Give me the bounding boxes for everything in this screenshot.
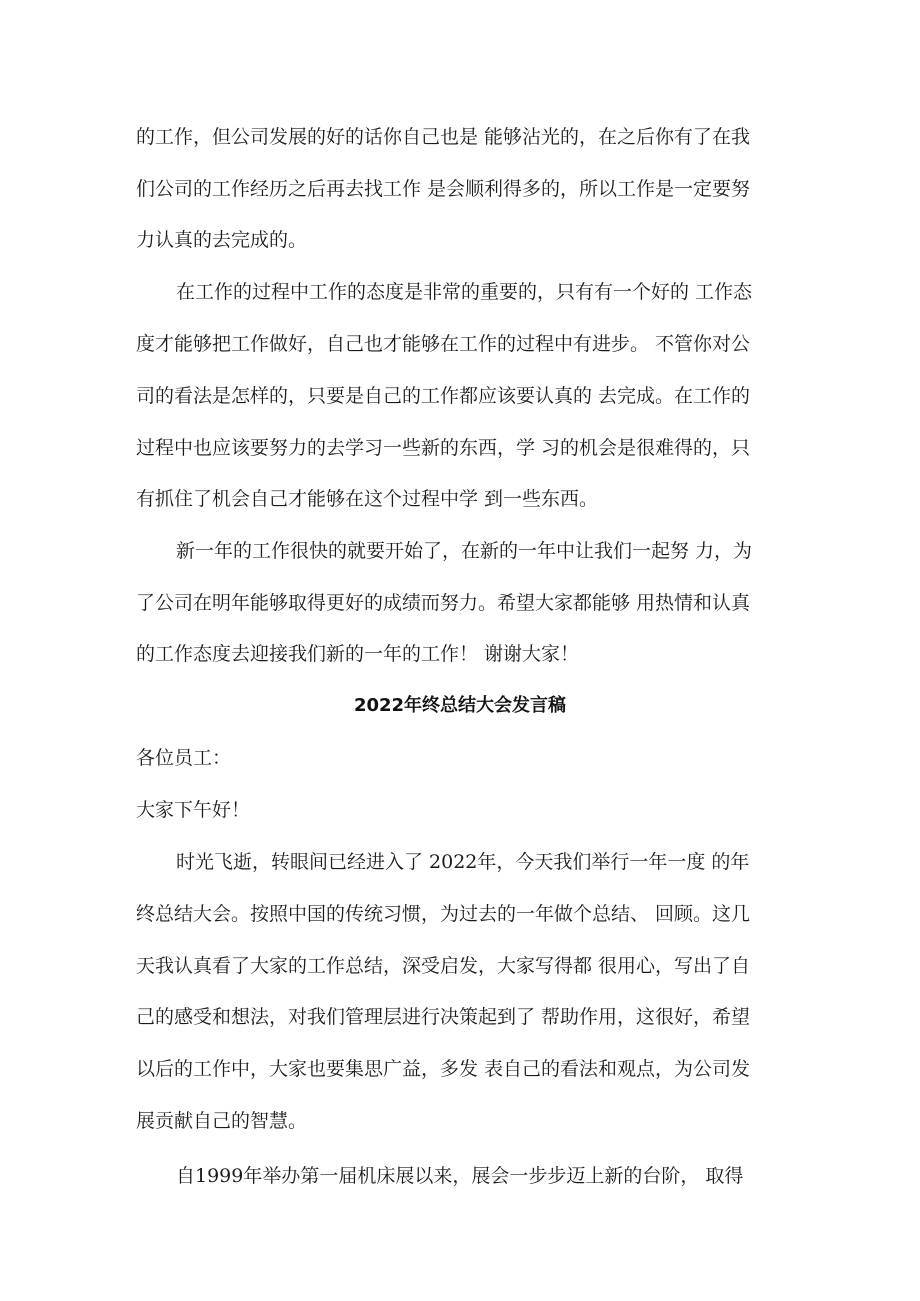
paragraph-line: 们公司的工作经历之后再去找工作 是会顺利得多的，所以工作是一定要努 xyxy=(136,178,751,200)
paragraph-line: 的工作，但公司发展的好的话你自己也是 能够沾光的，在之后你有了在我 xyxy=(136,126,751,148)
paragraph-line: 时光飞逝，转眼间已经进入了 2022年，今天我们举行一年一度 的年 xyxy=(176,851,750,873)
paragraph-line: 新一年的工作很快的就要开始了，在新的一年中让我们一起努 力，为 xyxy=(176,540,753,562)
paragraph-line: 展贡献自己的智慧。 xyxy=(136,1110,308,1132)
paragraph-line: 的工作态度去迎接我们新的一年的工作！ 谢谢大家！ xyxy=(136,643,580,665)
paragraph-line: 力认真的去完成的。 xyxy=(136,229,308,251)
paragraph-line: 在工作的过程中工作的态度是非常的重要的，只有有一个好的 工作态 xyxy=(176,281,753,303)
paragraph-line: 自1999年举办第一届机床展以来，展会一步步迈上新的台阶， 取得 xyxy=(176,1165,744,1187)
greeting: 大家下午好！ xyxy=(136,799,251,821)
paragraph-line: 了公司在明年能够取得更好的成绩而努力。希望大家都能够 用热情和认真 xyxy=(136,592,751,614)
paragraph-line: 天我认真看了大家的工作总结，深受启发，大家写得都 很用心，写出了自 xyxy=(136,955,751,977)
paragraph-line: 有抓住了机会自己才能够在这个过程中学 到一些东西。 xyxy=(136,488,599,510)
paragraph-line: 己的感受和想法，对我们管理层进行决策起到了 帮助作用，这很好，希望 xyxy=(136,1006,751,1028)
paragraph-line: 度才能够把工作做好，自己也才能够在工作的过程中有进步。 不管你对公 xyxy=(136,333,751,355)
paragraph-line: 过程中也应该要努力的去学习一些新的东西，学 习的机会是很难得的，只 xyxy=(136,437,751,459)
salutation: 各位员工： xyxy=(136,747,232,769)
paragraph-line: 司的看法是怎样的，只要是自己的工作都应该要认真的 去完成。在工作的 xyxy=(136,385,751,407)
paragraph-line: 以后的工作中，大家也要集思广益，多发 表自己的看法和观点，为公司发 xyxy=(136,1058,751,1080)
document-title: 2022年终总结大会发言稿 xyxy=(353,695,567,716)
paragraph-line: 终总结大会。按照中国的传统习惯，为过去的一年做个总结、 回顾。这几 xyxy=(136,903,751,925)
